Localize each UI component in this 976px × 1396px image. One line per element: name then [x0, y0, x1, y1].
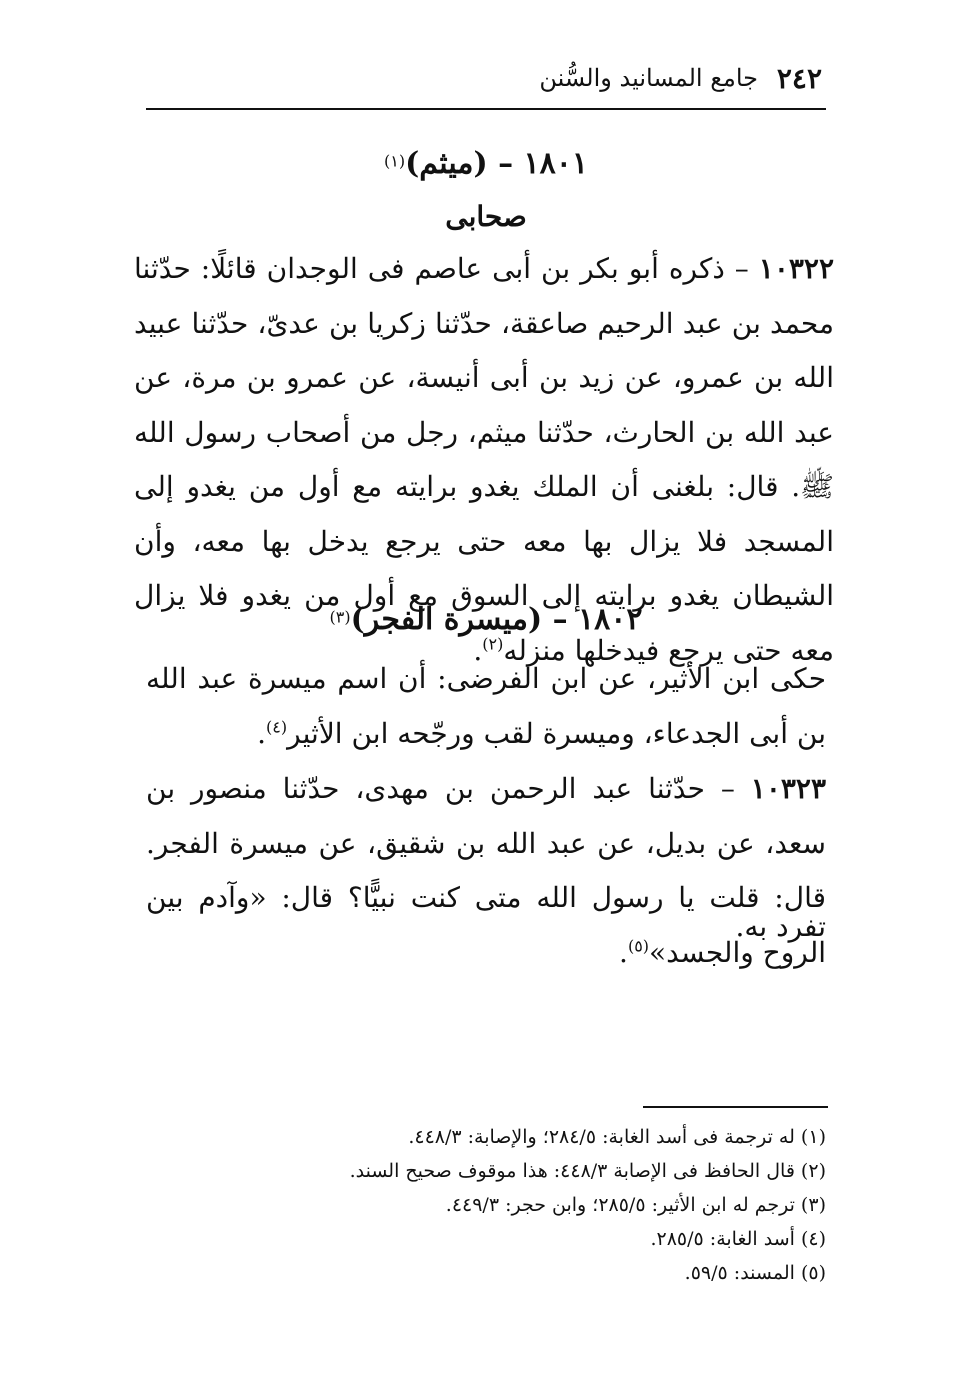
running-title: جامع المسانيد والسُّنن	[539, 64, 758, 92]
entry-name: (ميثم)	[405, 146, 488, 181]
page-number: ٢٤٢	[776, 62, 822, 95]
paragraph-end: .	[257, 716, 267, 750]
footnote-5: (٥) المسند: ٥٩/٥.	[684, 1262, 826, 1284]
footnote-ref: (١)	[384, 151, 406, 171]
footnote-rule	[643, 1106, 828, 1108]
closing-remark	[146, 900, 826, 955]
hadith-text: – ذكره أبو بكر بن أبى عاصم فى الوجدان قائلًا: حدّثنا محمد بن عبد الرحيم صاعقة، حدّثنا زكريا بن عدىّ، حدّثنا عبيد الله بن عمرو، عن زيد بن أبى أنيسة، عن عمرو بن مرة، عن عبد الله بن الحارث، حدّثنا ميثم، رجل من أصحاب رسول الله ﷺ. قال: بلغنى أن الملك يغدو برايته مع أول من يغدو إلى المسجد فلا يزال بها معه حتى يرجع يدخل بها معه، وأن الشيطان يغدو برايته إلى السوق مع أول من يغدو فلا يزال معه حتى يرجع فيدخلها منزله	[134, 252, 834, 667]
entry-subtitle: صحابى	[445, 200, 527, 233]
footnote-3: (٣) ترجم له ابن الأثير: ٢٨٥/٥؛ وابن حجر: ٤٤٩/٣.	[445, 1194, 826, 1216]
paragraph-end: .	[619, 935, 628, 969]
entry-dash: –	[542, 602, 579, 637]
page-header	[146, 62, 826, 102]
entry-number: ١٨٠٢	[578, 602, 643, 637]
hadith-number: ١٠٣٢٣	[750, 772, 826, 805]
footnote-1: (١) له ترجمة فى أسد الغابة: ٢٨٤/٥؛ والإصابة: ٤٤٨/٣.	[408, 1126, 826, 1148]
footnote-4: (٤) أسد الغابة: ٢٨٥/٥.	[650, 1228, 826, 1250]
closing-text: تفرد به.	[735, 910, 826, 943]
entry-heading-1801	[146, 146, 826, 181]
paragraph-end: .	[473, 633, 483, 667]
hadith-text: – حدّثنا عبد الرحمن بن مهدى، حدّثنا منصور بن سعد، عن بديل، عن عبد الله بن شقيق، عن ميسرة الفجر. قال: قلت يا رسول الله متى كنت نبيًّا؟ قال: «وآدم بين الروح والجسد»	[146, 772, 826, 969]
biography-paragraph	[146, 652, 826, 761]
footnote-ref: (٣)	[329, 607, 351, 627]
footnote-ref: (٢)	[482, 634, 504, 654]
entry-name: (ميسرة الفجر)	[350, 602, 543, 637]
paragraph-text: حكى ابن الأثير، عن ابن الفرضى: أن اسم ميسرة عبد الله بن أبى الجدعاء، وميسرة لقب ورجّحه ابن الأثير	[146, 662, 826, 750]
header-rule	[146, 108, 826, 110]
footnotes	[146, 1120, 826, 1290]
footnote-ref: (٤)	[266, 717, 288, 737]
entry-heading-1802	[146, 602, 826, 637]
entry-number: ١٨٠١	[523, 146, 588, 181]
hadith-number: ١٠٣٢٢	[758, 252, 834, 285]
footnote-ref: (٥)	[627, 936, 650, 956]
footnote-2: (٢) قال الحافظ فى الإصابة ٤٤٨/٣: هذا موقوف صحيح السند.	[349, 1160, 826, 1182]
entry-dash: –	[487, 146, 524, 181]
